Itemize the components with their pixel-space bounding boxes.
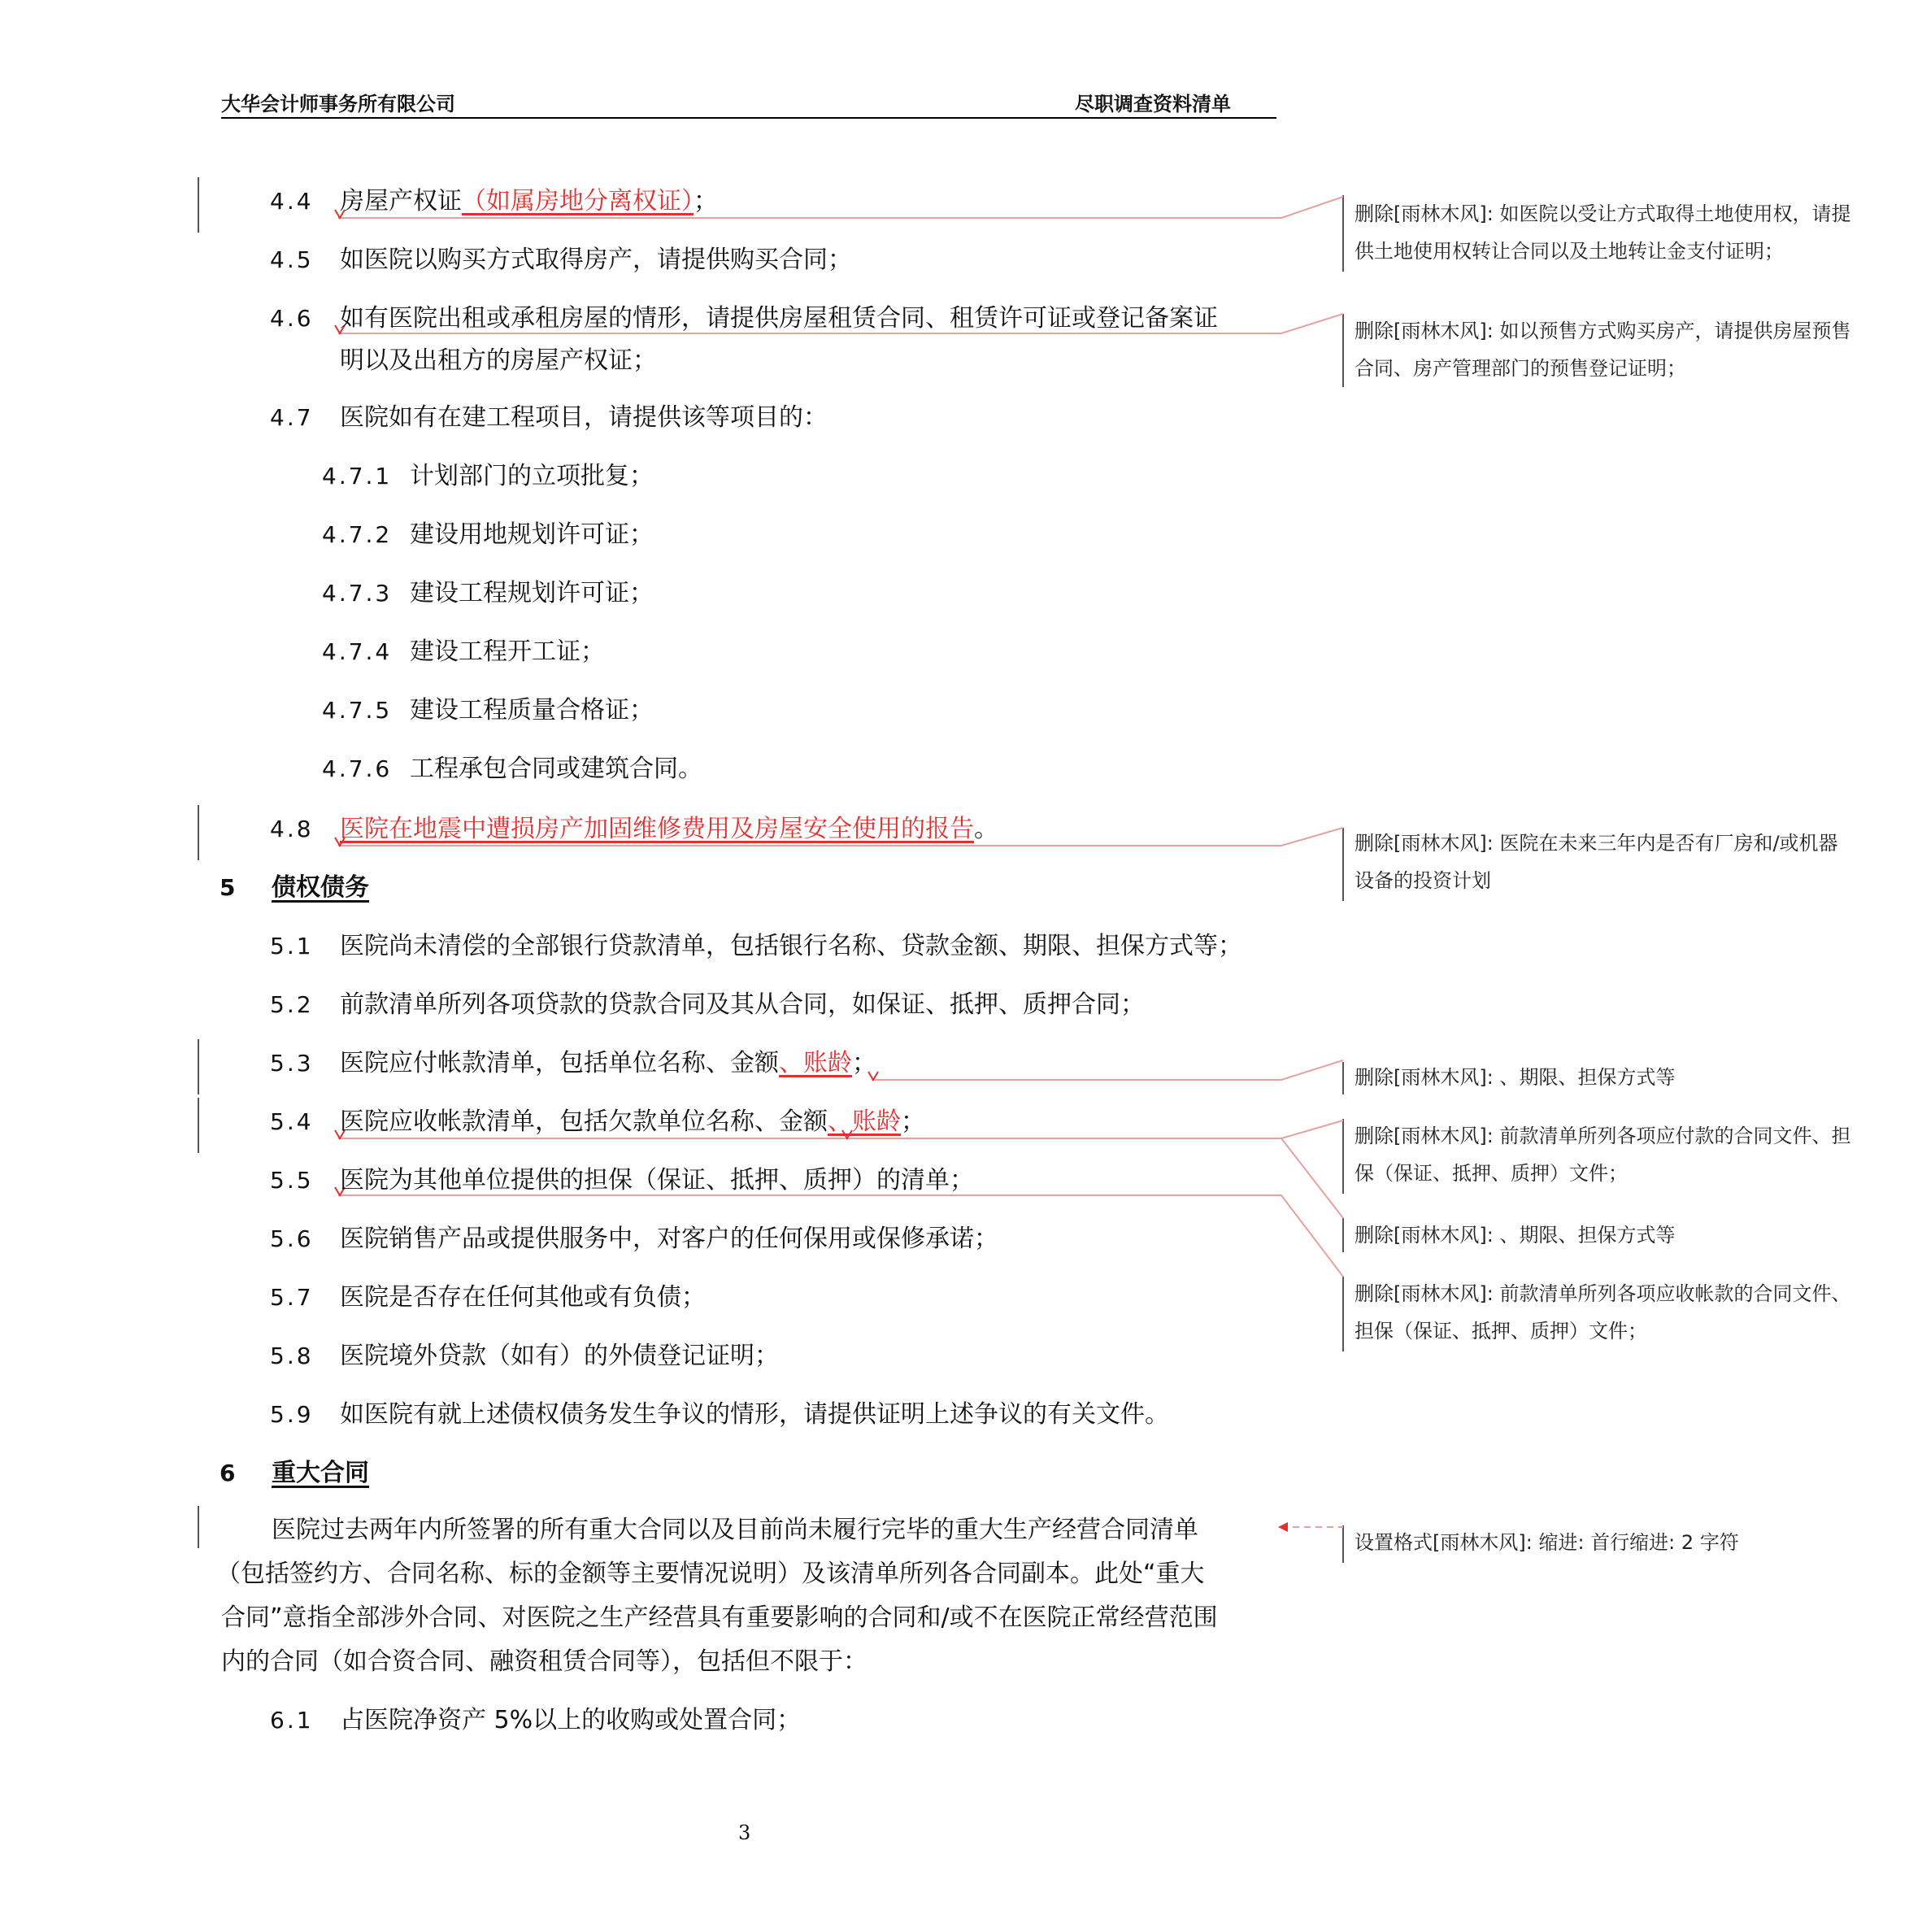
comment-balloon-5[interactable] (1355, 1117, 1850, 1192)
comment-line: 删除[雨林木风]: 如以预售方式购买房产，请提供房屋预售 (1355, 320, 1851, 342)
item-text: 医院为其他单位提供的担保（保证、抵押、质押）的清单； (340, 1166, 974, 1194)
item-tail: ； (852, 1049, 876, 1077)
item-number: 4.7 (270, 404, 314, 431)
paragraph-6-line1: 医院过去两年内所签署的所有重大合同以及目前尚未履行完毕的重大生产经营合同清单 (272, 1516, 1198, 1544)
item-number: 5.2 (270, 991, 314, 1018)
paragraph-6-line4: 内的合同（如合资合同、融资租赁合同等），包括但不限于： (221, 1647, 868, 1676)
comment-line: 删除[雨林木风]: 如医院以受让方式取得土地使用权，请提 (1355, 202, 1851, 225)
item-text: 工程承包合同或建筑合同。 (410, 755, 702, 783)
item-text: 医院应付帐款清单，包括单位名称、金额 (340, 1049, 779, 1077)
item-text: 建设工程规划许可证； (410, 579, 654, 607)
item-text: 房屋产权证 (340, 187, 462, 215)
section-number: 5 (220, 874, 238, 901)
item-text: 医院应收帐款清单，包括欠款单位名称、金额 (340, 1107, 828, 1136)
comment-line: 担保（保证、抵押、质押）文件； (1355, 1320, 1647, 1342)
comment-line: 设备的投资计划 (1355, 869, 1491, 892)
item-text: 如医院有就上述债权债务发生争议的情形，请提供证明上述争议的有关文件。 (340, 1400, 1169, 1429)
comment-line: 删除[雨林木风]: 前款清单所列各项应付款的合同文件、担 (1355, 1125, 1851, 1147)
item-number: 4.4 (270, 188, 314, 215)
comment-line: 设置格式[雨林木风]: 缩进: 首行缩进: 2 字符 (1355, 1531, 1739, 1554)
comment-balloon-3[interactable] (1355, 825, 1838, 899)
comment-balloon-2[interactable] (1355, 312, 1850, 387)
item-number: 4.6 (270, 305, 314, 332)
item-number: 5.5 (270, 1167, 314, 1194)
inserted-text: 、账龄 (779, 1049, 852, 1077)
item-text: 建设用地规划许可证； (410, 520, 654, 549)
comment-line: 删除[雨林木风]: 、期限、担保方式等 (1355, 1066, 1676, 1089)
section-title: 重大合同 (272, 1459, 369, 1487)
item-text: 明以及出租方的房屋产权证； (340, 346, 657, 375)
inserted-text: 医院在地震中遭损房产加固维修费用及房屋安全使用的报告 (340, 815, 974, 843)
item-number: 4.7.5 (322, 697, 393, 724)
comment-line: 供土地使用权转让合同以及土地转让金支付证明； (1355, 240, 1784, 263)
comment-line: 删除[雨林木风]: 、期限、担保方式等 (1355, 1224, 1676, 1247)
comment-balloon-6[interactable] (1355, 1216, 1675, 1254)
comment-balloon-1[interactable] (1355, 195, 1850, 270)
inserted-text: 、账龄 (828, 1107, 901, 1136)
comment-balloon-7[interactable] (1355, 1275, 1850, 1350)
comment-line: 保（保证、抵押、质押）文件； (1355, 1162, 1628, 1185)
item-text: 占医院净资产 5%以上的收购或处置合同； (340, 1706, 802, 1734)
item-tail: 。 (974, 815, 998, 843)
paragraph-6-line2: （包括签约方、合同名称、标的金额等主要情况说明）及该清单所列各合同副本。此处“重大 (216, 1560, 1205, 1588)
item-number: 4.8 (270, 816, 314, 842)
item-number: 6.1 (270, 1707, 314, 1734)
item-number: 4.5 (270, 246, 314, 273)
connector-5-3 (872, 1060, 1343, 1080)
item-text: 医院是否存在任何其他或有负债； (340, 1283, 706, 1312)
item-tail: ； (901, 1107, 925, 1136)
item-number: 4.7.4 (322, 638, 393, 665)
comment-line: 删除[雨林木风]: 医院在未来三年内是否有厂房和/或机器 (1355, 832, 1838, 855)
section-title: 债权债务 (272, 873, 369, 902)
item-text: 医院尚未清偿的全部银行贷款清单，包括银行名称、贷款金额、期限、担保方式等； (340, 932, 1242, 960)
item-text: 计划部门的立项批复； (410, 462, 654, 490)
item-number: 5.8 (270, 1342, 314, 1369)
item-text: 建设工程质量合格证； (410, 696, 654, 724)
inserted-text: （如属房地分离权证） (462, 187, 694, 215)
comment-line: 合同、房产管理部门的预售登记证明； (1355, 357, 1686, 380)
item-number: 4.7.6 (322, 755, 393, 782)
item-text: 如医院以购买方式取得房产，请提供购买合同； (340, 246, 852, 274)
item-text: 医院销售产品或提供服务中，对客户的任何保用或保修承诺； (340, 1225, 998, 1253)
item-text: 医院如有在建工程项目，请提供该等项目的： (340, 403, 828, 432)
comment-balloon-4[interactable] (1355, 1059, 1675, 1096)
paragraph-6-line3: 合同”意指全部涉外合同、对医院之生产经营具有重要影响的合同和/或不在医院正常经营范围 (221, 1603, 1218, 1632)
comment-line: 删除[雨林木风]: 前款清单所列各项应收帐款的合同文件、 (1355, 1282, 1851, 1305)
section-number: 6 (220, 1460, 238, 1486)
item-number: 5.9 (270, 1401, 314, 1428)
header-company: 大华会计师事务所有限公司 (221, 93, 455, 115)
item-number: 5.6 (270, 1225, 314, 1252)
item-number: 5.4 (270, 1108, 314, 1135)
item-text: 建设工程开工证； (410, 637, 605, 666)
item-number: 4.7.1 (322, 463, 393, 490)
marker-arrow (1278, 1522, 1288, 1532)
item-number: 4.7.3 (322, 580, 393, 607)
item-text: 前款清单所列各项贷款的贷款合同及其从合同，如保证、抵押、质押合同； (340, 990, 1145, 1019)
item-text: 医院境外贷款（如有）的外债登记证明； (340, 1342, 779, 1370)
header-doc-title: 尽职调查资料清单 (1075, 93, 1231, 115)
item-number: 5.7 (270, 1284, 314, 1311)
item-tail: ； (694, 187, 718, 215)
item-number: 5.3 (270, 1050, 314, 1077)
item-number: 5.1 (270, 933, 314, 959)
item-number: 4.7.2 (322, 521, 393, 548)
page-number: 3 (738, 1821, 751, 1844)
item-text: 如有医院出租或承租房屋的情形，请提供房屋租赁合同、租赁许可证或登记备案证 (340, 304, 1218, 333)
comment-balloon-8[interactable] (1355, 1524, 1739, 1561)
